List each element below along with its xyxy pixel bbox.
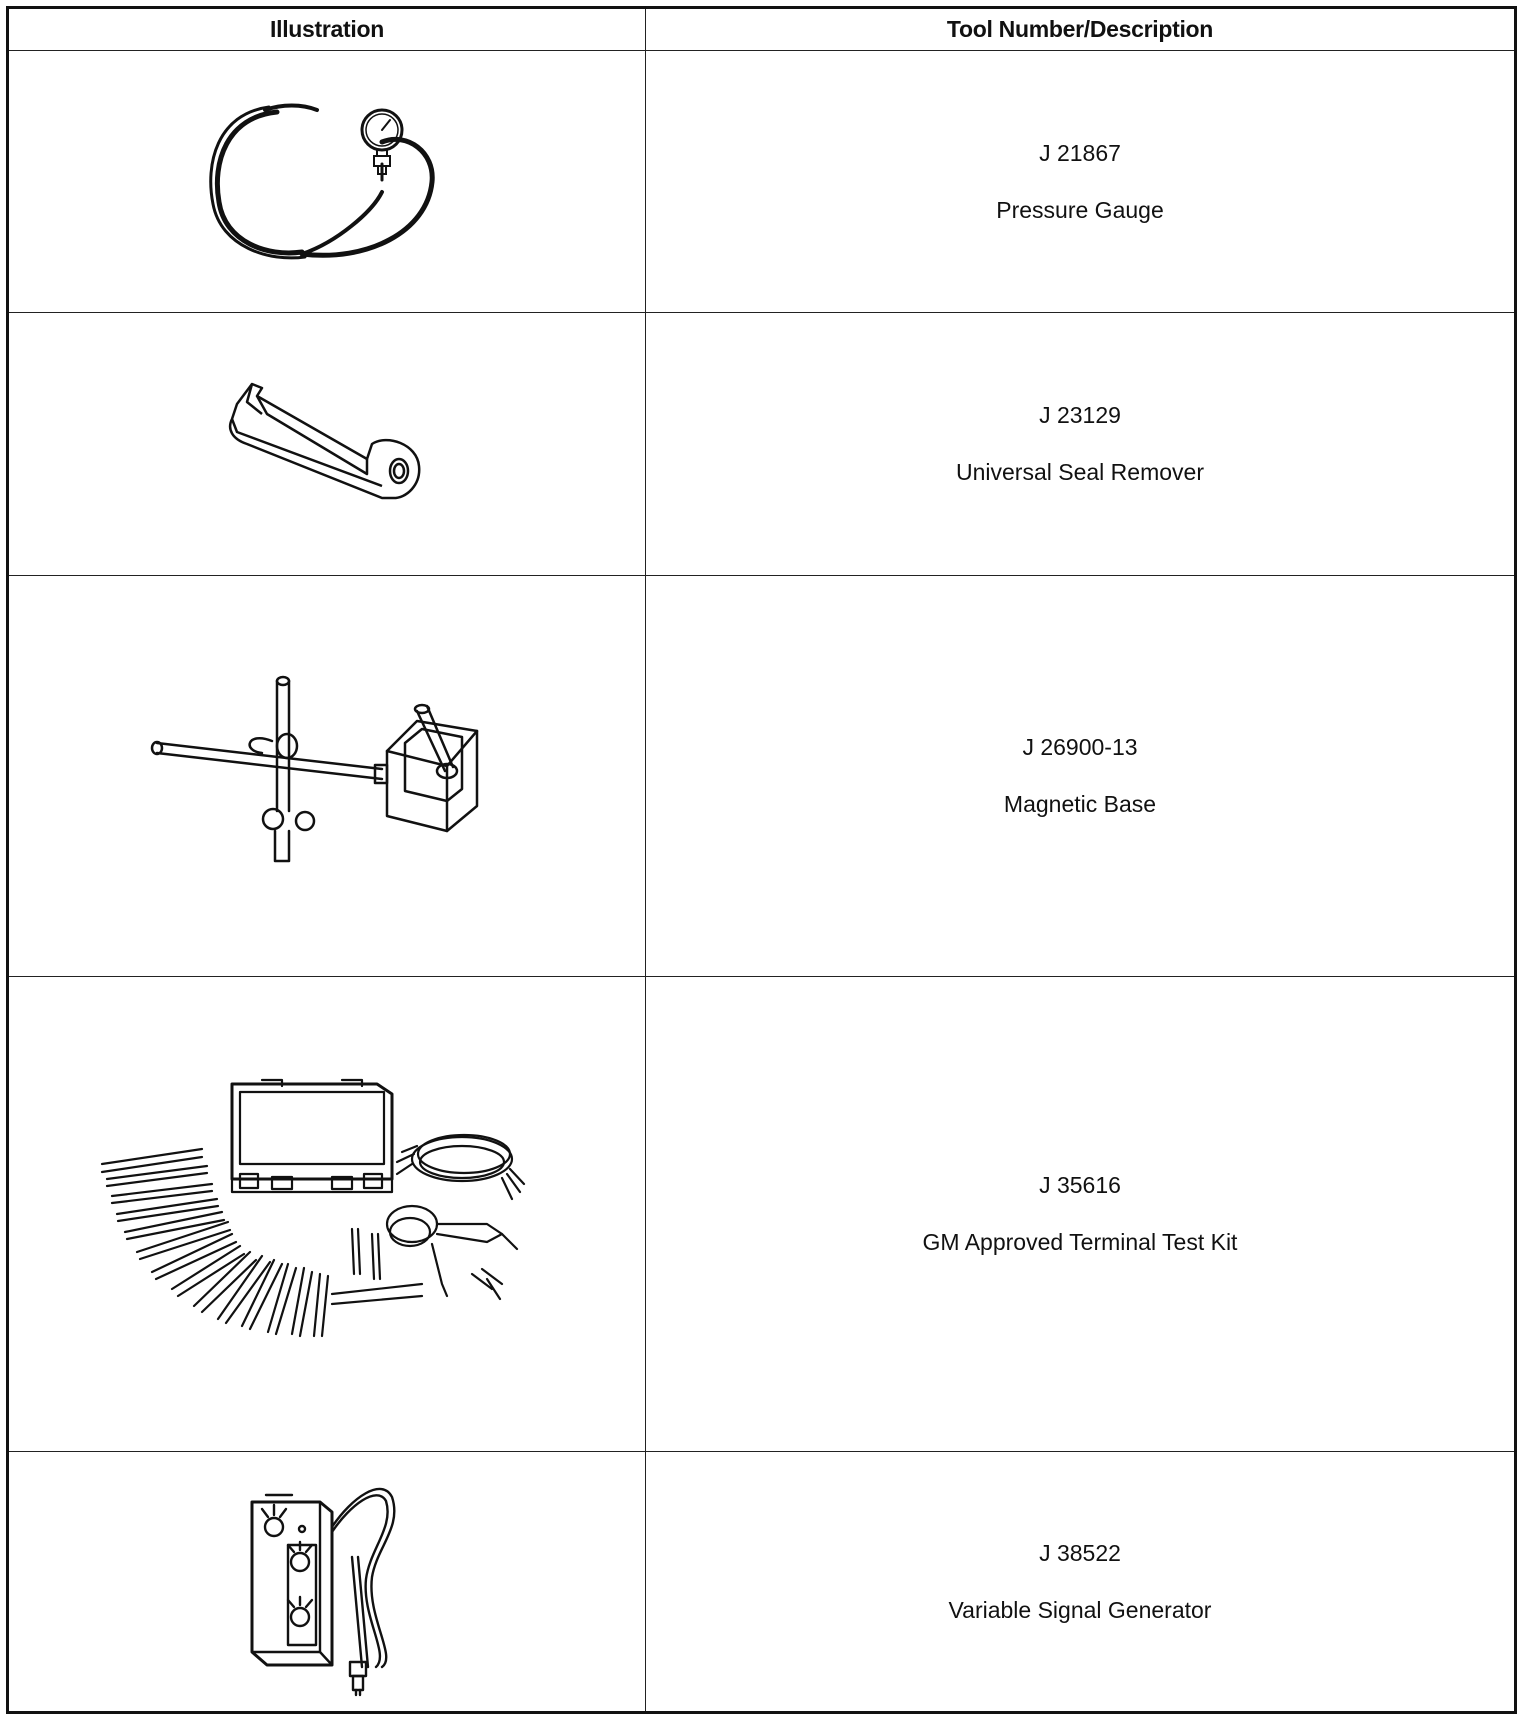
description-cell [646, 313, 1516, 576]
description-cell [646, 1452, 1516, 1713]
tool-description: Magnetic Base [1003, 791, 1157, 817]
illustration-cell [8, 51, 646, 313]
table-row [8, 1452, 1516, 1713]
tool-description: Universal Seal Remover [956, 459, 1204, 485]
header-tool-description: Tool Number/Description [646, 8, 1516, 51]
signal-generator-icon [232, 1467, 422, 1697]
illustration-cell [8, 1452, 646, 1713]
illustration-cell [8, 313, 646, 576]
description-cell [646, 576, 1516, 977]
magnetic-base-icon [147, 671, 507, 881]
tool-description: GM Approved Terminal Test Kit [922, 1229, 1238, 1255]
tool-description: Pressure Gauge [996, 196, 1164, 223]
table-row [8, 977, 1516, 1452]
description-cell [646, 51, 1516, 313]
tool-number: J 21867 [1039, 139, 1121, 166]
tool-number: J 23129 [1039, 402, 1121, 428]
tool-number: J 35616 [1039, 1172, 1121, 1198]
pressure-gauge-icon [207, 92, 447, 272]
header-illustration: Illustration [8, 8, 646, 51]
tool-number: J 26900-13 [1022, 734, 1138, 760]
table-row [8, 576, 1516, 977]
tool-description: Variable Signal Generator [948, 1596, 1212, 1623]
description-cell [646, 977, 1516, 1452]
illustration-cell [8, 576, 646, 977]
tools-table [6, 6, 1517, 1714]
tool-number: J 38522 [1039, 1539, 1121, 1566]
header-row [8, 8, 1516, 51]
table-row [8, 51, 1516, 313]
seal-remover-icon [207, 374, 447, 514]
terminal-test-kit-icon [92, 1074, 562, 1354]
illustration-cell [8, 977, 646, 1452]
table-row [8, 313, 1516, 576]
